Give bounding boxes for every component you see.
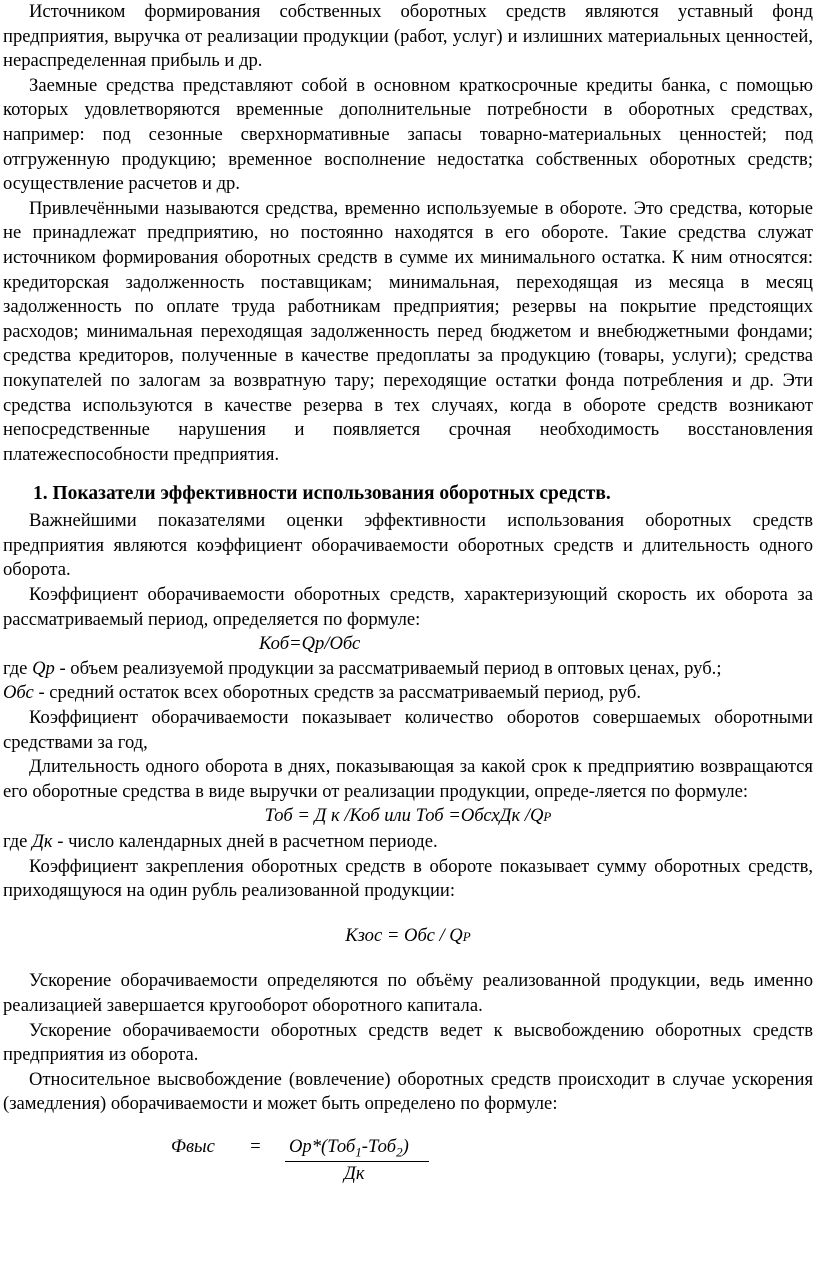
def-dk: - число календарных дней в расчетном периоде. [52,831,438,852]
paragraph-where-obs [3,681,813,706]
def-qr: - объем реализуемой продукции за рассматриваемый период в оптовых ценах, руб.; [54,657,722,679]
def-obs: - средний остаток всех оборотных средств за рассматриваемый период, руб. [33,682,642,704]
formula-fixing-ratio [3,924,813,950]
where-lead: где [3,657,33,679]
formula-release-equals: = [249,1135,262,1157]
paragraph-own-sources: Источником формирования собственных оборотных средств являются уставный фонд предприятия, выручка от реализации продукции (работ, услуг) и излишних материальных ценностей, нераспределенная прибыль и др. [3,1,813,72]
where-lead-2: где [3,831,33,852]
section-heading: 1. Показатели эффективности использования оборотных средств. [33,483,611,505]
var-qr: Qр [32,657,55,679]
formula-turnover-ratio: Коб=Qр/Обс [259,633,361,655]
paragraph-duration: Длительность одного оборота в днях, показывающая за какой срок к предприятию возвращаются его оборотные средства в виде выручки от реализации продукции, опреде-ляется по формуле: [3,756,813,802]
num-part-a: Ор*(Тоб [289,1135,356,1157]
formula-duration [3,804,813,830]
paragraph-attracted-funds: Привлечёнными называются средства, временно используемые в обороте. Это средства, которые не принадлежат предприятию, но постоянно находятся в его обороте. Такие средства служат источником формирования оборотных средств в сумме их минимального остатка. К ним относятся: кредиторская задолженность поставщикам; минимальная, переходящая из месяца в месяц задолженность по оплате труда работникам предприятия; резервы на покрытие предстоящих расходов; минимальная переходящая задолженность перед бюджетом и внебюджетными фондами; средства кредиторов, полученные в качестве предоплаты за продукцию (товары, услуги); средства покупателей по залогам за возвратную тару; переходящие остатки фонда потребления и др. Эти средства используются в качестве резерва в тех случаях, когда в обороте средств возникают непосредственные нарушения и появляется срочная необходимость восстановления платежеспособности предприятия. [3,197,813,465]
paragraph-indicators: Важнейшими показателями оценки эффективности использования оборотных средств предприятия являются коэффициент оборачиваемости оборотных средств и длительность одного оборота. [3,510,813,581]
num-part-b: -Тоб [361,1135,397,1157]
var-dk: Дк [32,831,53,852]
paragraph-where-dk [3,830,813,855]
num-sub-2: 2 [396,1144,403,1160]
formula-release [3,1131,813,1191]
var-obs: Обс [3,682,34,704]
paragraph-turnover-ratio: Коэффициент оборачиваемости оборотных средств, характеризующий скорость их оборота за рассматриваемый период, определяется по формуле: [3,584,813,630]
paragraph-acceleration-2: Ускорение оборачиваемости оборотных средств ведет к высвобождению оборотных средств предприятия из оборота. [3,1019,813,1066]
num-sub-1: 1 [355,1144,362,1160]
formula-fixing-main: Кзос = Обс / Q [345,924,463,946]
formula-release-lhs: Фвыс [171,1135,215,1157]
paragraph-acceleration-1: Ускорение оборачиваемости определяются по объёму реализованной продукции, ведь именно реализацией завершается кругооборот оборотного капитала. [3,970,813,1016]
paragraph-ratio-shows: Коэффициент оборачиваемости показывает количество оборотов совершаемых оборотными средствами за год, [3,707,813,753]
paragraph-borrowed-funds: Заемные средства представляют собой в основном краткосрочные кредиты банка, с помощью которых удовлетворяются временные дополнительные потребности в оборотных средствах, например: под сезонные сверхнормативные запасы товарно-материальных ценностей; под отгруженную продукцию; временное восполнение недостатка собственных оборотных средств; осуществление расчетов и др. [3,74,813,195]
num-part-c: ) [402,1135,409,1157]
formula-fixing-sub: Р [462,928,471,944]
formula-duration-sub: Р [543,809,552,825]
paragraph-release: Относительное высвобождение (вовлечение) оборотных средств происходит в случае ускорения (замедления) оборачиваемости и может быть определено по формуле: [3,1068,813,1115]
paragraph-where-qr [3,657,813,682]
paragraph-fixing-ratio: Коэффициент закрепления оборотных средств в обороте показывает сумму оборотных средств, приходящуюся на один рубль реализованной продукции: [3,855,813,902]
formula-release-denominator: Дк [344,1162,365,1184]
formula-duration-main: Тоб = Д к /Коб или Тоб =ОбсхДк /Q [264,805,544,827]
